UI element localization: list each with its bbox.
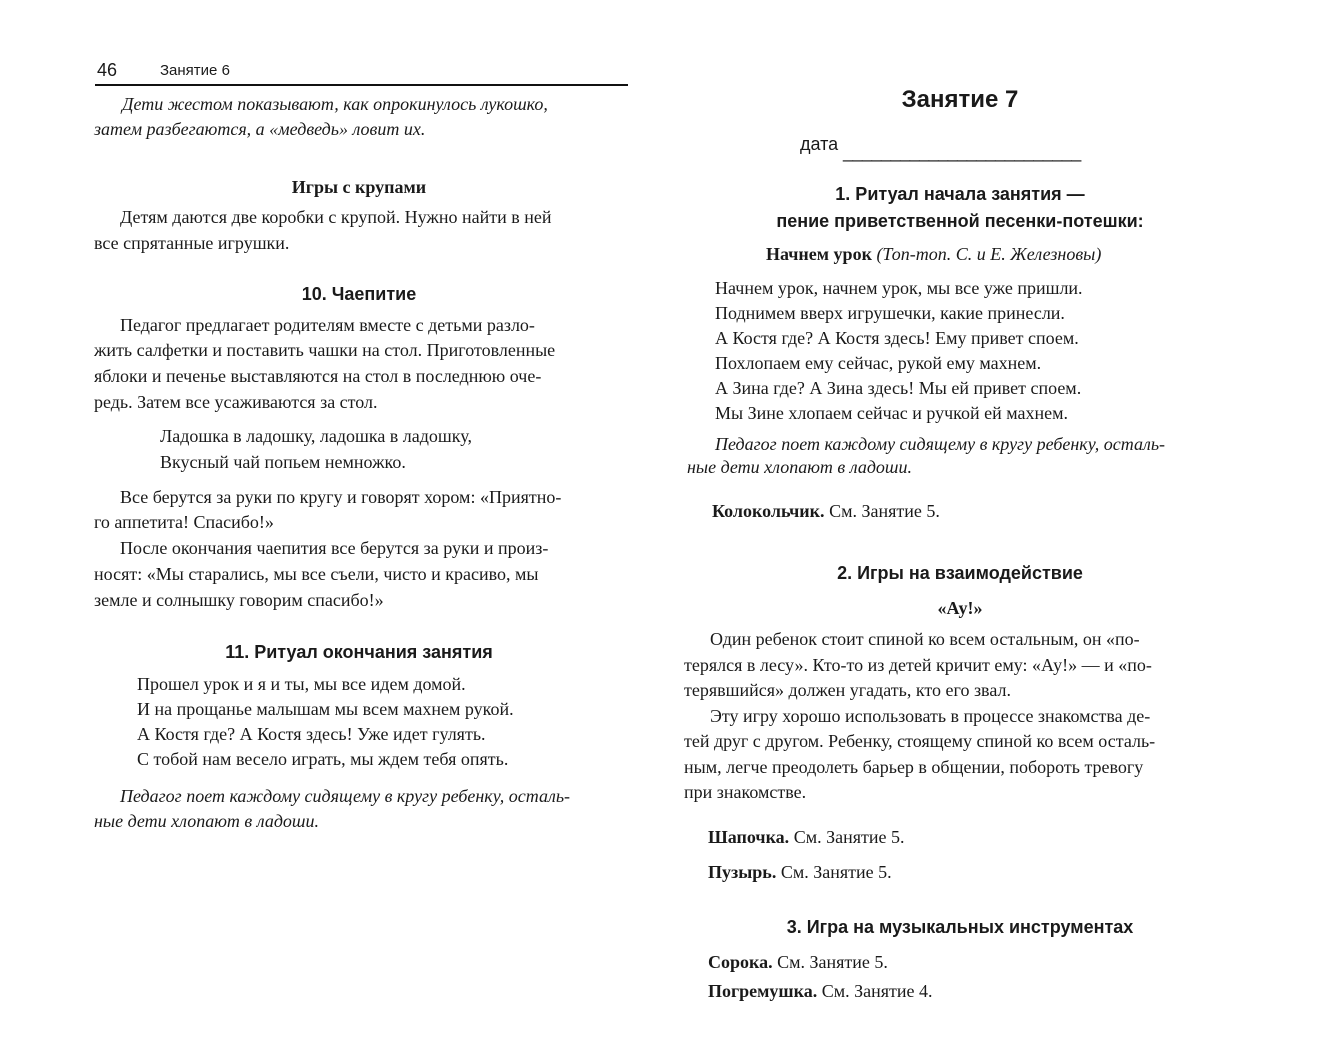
bubble-entry — [708, 862, 892, 883]
game-line-3: терявшийся» должен угадать, кто его звал. — [684, 680, 1011, 700]
song-line-4: Похлопаем ему сейчас, рукой ему махнем. — [715, 353, 1042, 373]
lesson-title: Занятие 7 — [901, 86, 1019, 113]
section1-title-1: 1. Ритуал начала занятия — — [835, 184, 1085, 204]
rattle-ref: См. Занятие 4. — [821, 981, 933, 1001]
song-line-2: Поднимем вверх игрушечки, какие принесли. — [715, 303, 1065, 323]
ending-verse-3: А Костя где? А Костя здесь! Уже идет гулять. — [137, 724, 486, 744]
ending-verse-2: И на прощанье малышам мы всем махнем рукой. — [137, 699, 514, 719]
tea-after-line-5: земле и солнышку говорим спасибо!» — [94, 590, 384, 610]
song-heading — [766, 244, 1101, 265]
hat-ref: См. Занятие 5. — [793, 827, 905, 847]
section2-title: 2. Игры на взаимодействие — [837, 563, 1083, 583]
hat-entry — [708, 827, 905, 848]
tea-verse-1: Ладошка в ладошку, ладошка в ладошку, — [160, 426, 472, 446]
game-line-7: при знакомстве. — [684, 782, 807, 802]
magpie-title: Сорока. — [708, 952, 773, 972]
left-page — [0, 0, 650, 1045]
game-line-1: Один ребенок стоит спиной ко всем остальным, он «по- — [710, 629, 1140, 649]
song-title: Начнем урок — [766, 244, 872, 264]
bubble-ref: См. Занятие 5. — [780, 862, 892, 882]
ending-note-1: Педагог поет каждому сидящему в кругу ребенку, осталь- — [120, 786, 571, 806]
game-line-4: Эту игру хорошо использовать в процессе знакомства де- — [710, 706, 1151, 726]
section1-title-2: пение приветственной песенки-потешки: — [776, 211, 1144, 231]
section3-title: 3. Игра на музыкальных инструментах — [786, 917, 1134, 937]
song-line-6: Мы Зине хлопаем сейчас и ручкой ей махнем. — [715, 403, 1069, 423]
groats-line-1: Детям даются две коробки с крупой. Нужно найти в ней — [120, 207, 552, 227]
tea-after-line-2: го аппетита! Спасибо!» — [94, 512, 274, 532]
magpie-entry — [708, 952, 888, 973]
song-line-1: Начнем урок, начнем урок, мы все уже пришли. — [715, 278, 1083, 298]
rattle-title: Погремушка. — [708, 981, 818, 1001]
game-line-6: ным, легче преодолеть барьер в общении, побороть тревогу — [684, 757, 1144, 777]
game-line-5: тей друг с другом. Ребенку, стоящему спиной ко всем осталь- — [684, 731, 1156, 751]
song-author: (Топ-топ. С. и Е. Железновы) — [876, 244, 1102, 264]
game-line-2: терялся в лесу». Кто-то из детей кричит ему: «Ау!» — и «по- — [684, 655, 1152, 675]
ending-verse-4: С тобой нам весело играть, мы ждем тебя опять. — [137, 749, 509, 769]
song-note-2: ные дети хлопают в ладоши. — [687, 457, 913, 477]
date-blank: _________________________ — [843, 142, 1081, 162]
hat-title: Шапочка. — [708, 827, 790, 847]
magpie-ref: См. Занятие 5. — [777, 952, 888, 972]
right-page — [660, 0, 1318, 1045]
bell-ref: См. Занятие 5. — [829, 501, 940, 521]
song-note-1: Педагог поет каждому сидящему в кругу ребенку, осталь- — [715, 434, 1166, 454]
tea-line-1: Педагог предлагает родителям вместе с детьми разло- — [120, 315, 535, 335]
tea-title: 10. Чаепитие — [301, 284, 417, 304]
intro-line-1: Дети жестом показывают, как опрокинулось лукошко, — [122, 94, 548, 114]
song-line-3: А Костя где? А Костя здесь! Ему привет споем. — [715, 328, 1079, 348]
tea-line-4: редь. Затем все усаживаются за стол. — [94, 392, 378, 412]
ending-note-2: ные дети хлопают в ладоши. — [94, 811, 320, 831]
running-head: Занятие 6 — [160, 62, 230, 79]
rattle-entry — [708, 981, 933, 1002]
ending-verse-1: Прошел урок и я и ты, мы все идем домой. — [137, 674, 466, 694]
page-number: 46 — [97, 60, 118, 80]
intro-line-2: затем разбегаются, а «медведь» ловит их. — [94, 119, 426, 139]
date-label: дата — [800, 134, 839, 154]
groats-line-2: все спрятанные игрушки. — [94, 233, 290, 253]
groats-title: Игры с крупами — [291, 177, 427, 197]
bell-title: Колокольчик. — [712, 501, 825, 521]
tea-after-line-4: носят: «Мы старались, мы все съели, чисто и красиво, мы — [94, 564, 539, 584]
tea-line-2: жить салфетки и поставить чашки на стол. Приготовленные — [94, 340, 556, 360]
tea-after-line-1: Все берутся за руки по кругу и говорят хором: «Приятно- — [120, 487, 562, 507]
tea-after-line-3: После окончания чаепития все берутся за руки и произ- — [120, 538, 549, 558]
song-line-5: А Зина где? А Зина здесь! Мы ей привет споем. — [715, 378, 1082, 398]
tea-line-3: яблоки и печенье выставляются на стол в последнюю оче- — [94, 366, 542, 386]
header-rule — [95, 84, 628, 86]
ending-title: 11. Ритуал окончания занятия — [225, 642, 493, 662]
tea-verse-2: Вкусный чай попьем немножко. — [160, 452, 406, 472]
bubble-title: Пузырь. — [708, 862, 777, 882]
bell-entry — [712, 501, 940, 522]
game-title: «Ау!» — [937, 598, 983, 618]
